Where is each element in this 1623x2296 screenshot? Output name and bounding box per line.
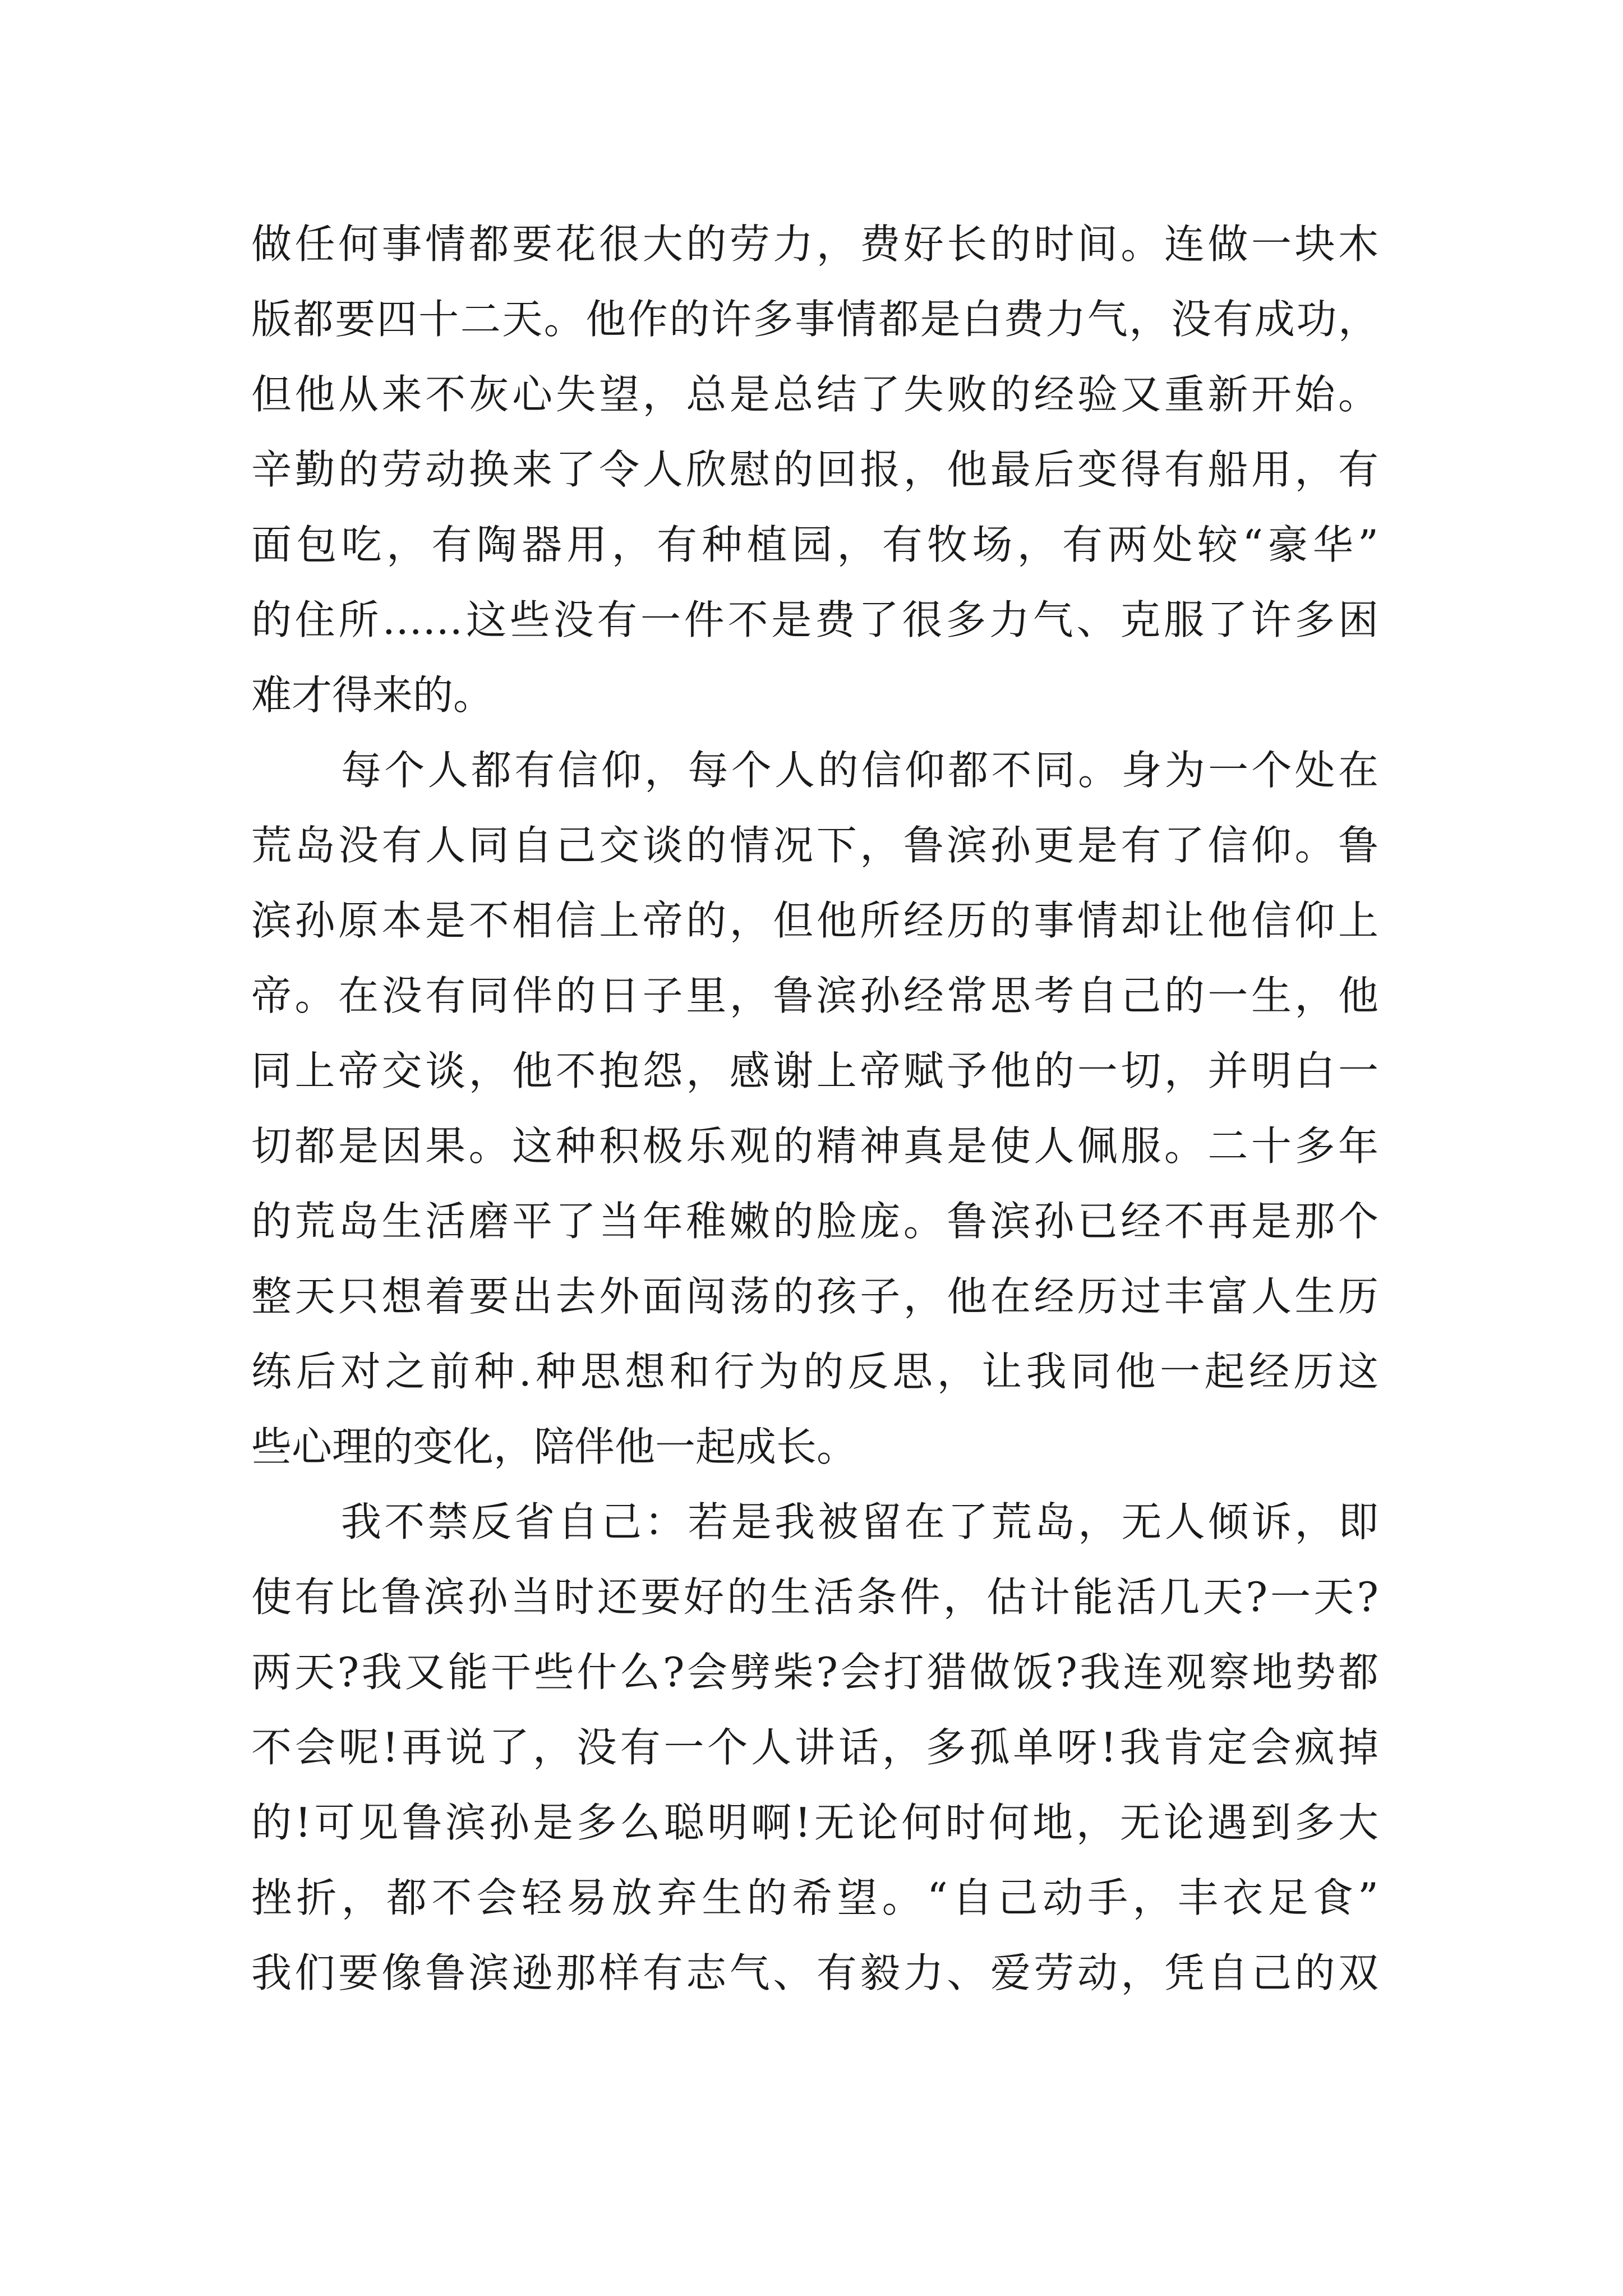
text-line: 的住所……这些没有一件不是费了很多力气、克服了许多困 [251, 596, 1378, 643]
text-line: 我不禁反省自己：若是我被留在了荒岛，无人倾诉，即 [341, 1498, 1378, 1545]
text-line: 帝。在没有同伴的日子里，鲁滨孙经常思考自己的一生，他 [251, 972, 1378, 1019]
text-line: 每个人都有信仰，每个人的信仰都不同。身为一个处在 [341, 747, 1378, 794]
text-line: 整天只想着要出去外面闯荡的孩子，他在经历过丰富人生历 [251, 1273, 1378, 1320]
text-line: 挫折，都不会轻易放弃生的希望。“自己动手，丰衣足食” [251, 1874, 1378, 1921]
text-line: 的荒岛生活磨平了当年稚嫩的脸庞。鲁滨孙已经不再是那个 [251, 1198, 1378, 1245]
text-line: 辛勤的劳动换来了令人欣慰的回报，他最后变得有船用，有 [251, 446, 1378, 493]
text-line: 荒岛没有人同自己交谈的情况下，鲁滨孙更是有了信仰。鲁 [251, 822, 1378, 869]
text-line: 做任何事情都要花很大的劳力，费好长的时间。连做一块木 [251, 220, 1378, 268]
text-line: 我们要像鲁滨逊那样有志气、有毅力、爱劳动，凭自己的双 [251, 1949, 1378, 1996]
text-line: 两天?我又能干些什么?会劈柴?会打猎做饭?我连观察地势都 [251, 1649, 1378, 1696]
text-line: 同上帝交谈，他不抱怨，感谢上帝赋予他的一切，并明白一 [251, 1047, 1378, 1094]
text-line: 面包吃，有陶器用，有种植园，有牧场，有两处较“豪华” [251, 521, 1378, 568]
text-line: 滨孙原本是不相信上帝的，但他所经历的事情却让他信仰上 [251, 897, 1378, 944]
body-text [251, 206, 1378, 2010]
text-line: 切都是因果。这种积极乐观的精神真是使人佩服。二十多年 [251, 1122, 1378, 1170]
text-line: 练后对之前种.种思想和行为的反思，让我同他一起经历这 [251, 1348, 1378, 1395]
text-line: 使有比鲁滨孙当时还要好的生活条件，估计能活几天?一天? [251, 1573, 1378, 1621]
text-line: 的!可见鲁滨孙是多么聪明啊!无论何时何地，无论遇到多大 [251, 1799, 1378, 1846]
text-line: 些心理的变化，陪伴他一起成长。 [251, 1423, 857, 1470]
text-line: 不会呢!再说了，没有一个人讲话，多孤单呀!我肯定会疯掉 [251, 1724, 1378, 1771]
text-line: 难才得来的。 [251, 671, 494, 719]
text-line: 版都要四十二天。他作的许多事情都是白费力气，没有成功， [251, 296, 1378, 343]
text-line: 但他从来不灰心失望，总是总结了失败的经验又重新开始。 [251, 371, 1378, 418]
